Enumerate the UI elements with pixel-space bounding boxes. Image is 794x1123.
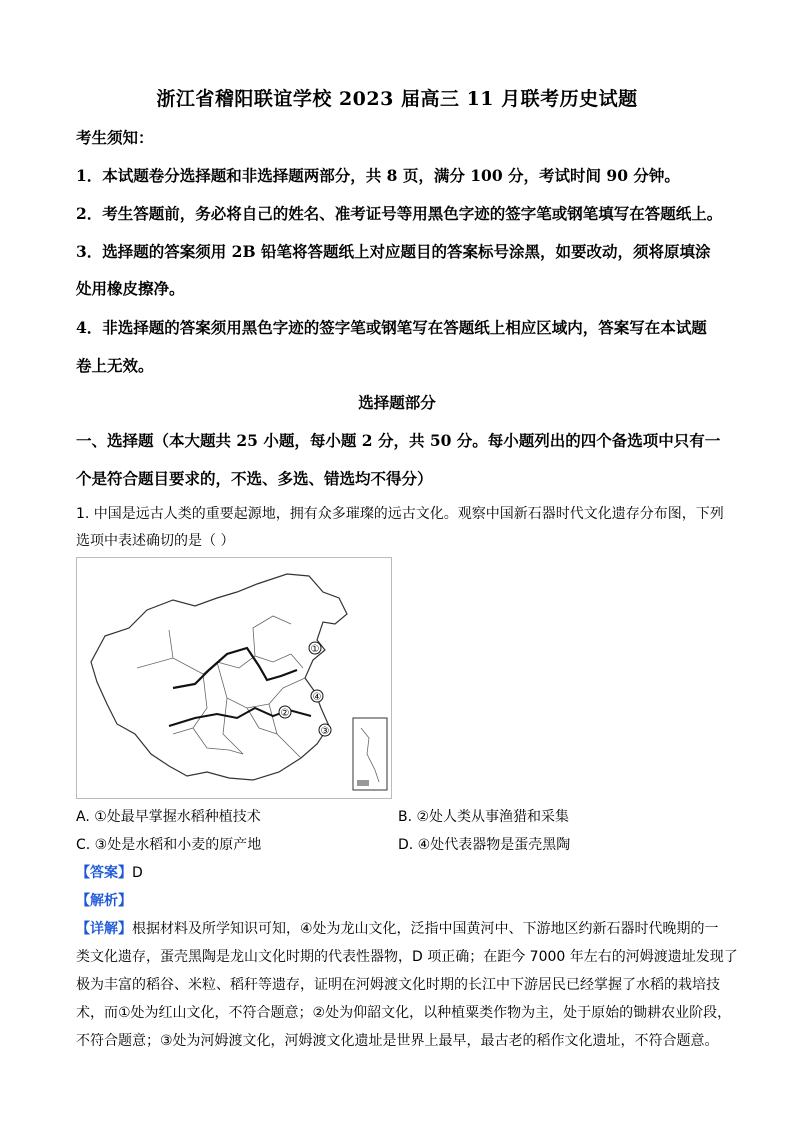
notice-heading: 考生须知：	[76, 128, 154, 147]
answer-value: D	[132, 865, 143, 881]
notice-item-2: 2．考生答题前，务必将自己的姓名、准考证号等用黑色字迹的签字笔或钢笔填写在答题纸上。	[76, 204, 723, 223]
option-c: C. ③处是水稻和小麦的原产地	[76, 837, 262, 853]
question-1-stem-line-1: 1. 中国是远古人类的重要起源地，拥有众多璀璨的远古文化。观察中国新石器时代文化遗存分布图，下列	[76, 506, 724, 522]
detail-line-1	[76, 918, 719, 938]
notice-item-1: 1．本试题卷分选择题和非选择题两部分，共 8 页，满分 100 分，考试时间 90 分钟。	[76, 166, 680, 185]
site-label-1: ①	[310, 644, 320, 655]
answer-tag: 【答案】	[76, 865, 132, 881]
detail-line-4: 术，而①处为红山文化，不符合题意；②处为仰韶文化，以种植粟类作物为主，处于原始的锄耕农业阶段，	[76, 1005, 732, 1021]
analysis-line	[76, 890, 132, 910]
site-label-2: ②	[280, 708, 290, 719]
detail-line-5: 不符合题意；③处为河姆渡文化，河姆渡文化遗址是世界上最早，最古老的稻作文化遗址，不符合题意。	[76, 1033, 719, 1049]
detail-line-3: 极为丰富的稻谷、米粒、稻秆等遗存，证明在河姆渡文化时期的长江中下游居民已经掌握了水稻的栽培技	[76, 977, 720, 993]
china-neolithic-map	[76, 557, 392, 799]
section-title: 选择题部分	[358, 393, 436, 412]
map-province-lines	[137, 616, 305, 758]
notice-item-3: 3．选择题的答案须用 2B 铅笔将答题纸上对应题目的答案标号涂黑，如要改动，须将原填涂	[76, 242, 711, 261]
site-label-4: ④	[312, 692, 322, 703]
analysis-tag: 【解析】	[76, 893, 132, 909]
map-figure	[77, 558, 391, 798]
page-title: 浙江省稽阳联谊学校 2023 届高三 11 月联考历史试题	[156, 88, 638, 110]
site-label-3: ③	[320, 726, 330, 737]
detail-line-2: 类文化遗存，蛋壳黑陶是龙山文化时期的代表性器物，D 项正确；在距今 7000 年左右的河姆渡遗址发现了	[76, 949, 738, 965]
south-china-sea-inset	[353, 718, 387, 790]
detail-tag: 【详解】	[76, 921, 132, 937]
part-one-line-1: 一、选择题（本大题共 25 小题，每小题 2 分，共 50 分。每小题列出的四个备选项中只有一	[76, 431, 721, 450]
detail-text-1: 根据材料及所学知识可知，④处为龙山文化，泛指中国黄河中、下游地区约新石器时代晚期的一	[132, 921, 719, 937]
notice-item-4-cont: 卷上无效。	[76, 356, 154, 375]
question-1-stem-line-2: 选项中表述确切的是（ ）	[76, 533, 235, 549]
notice-item-3-cont: 处用橡皮擦净。	[76, 279, 185, 298]
option-a: A. ①处最早掌握水稻种植技术	[76, 809, 261, 825]
part-one-line-2: 个是符合题目要求的，不选、多选、错选均不得分）	[76, 469, 433, 488]
answer-line	[76, 862, 143, 882]
notice-item-4: 4．非选择题的答案须用黑色字迹的签字笔或钢笔写在答题纸上相应区域内，答案写在本试题	[76, 318, 707, 337]
option-d: D. ④处代表器物是蛋壳黑陶	[398, 837, 571, 853]
option-b: B. ②处人类从事渔猎和采集	[398, 809, 570, 825]
